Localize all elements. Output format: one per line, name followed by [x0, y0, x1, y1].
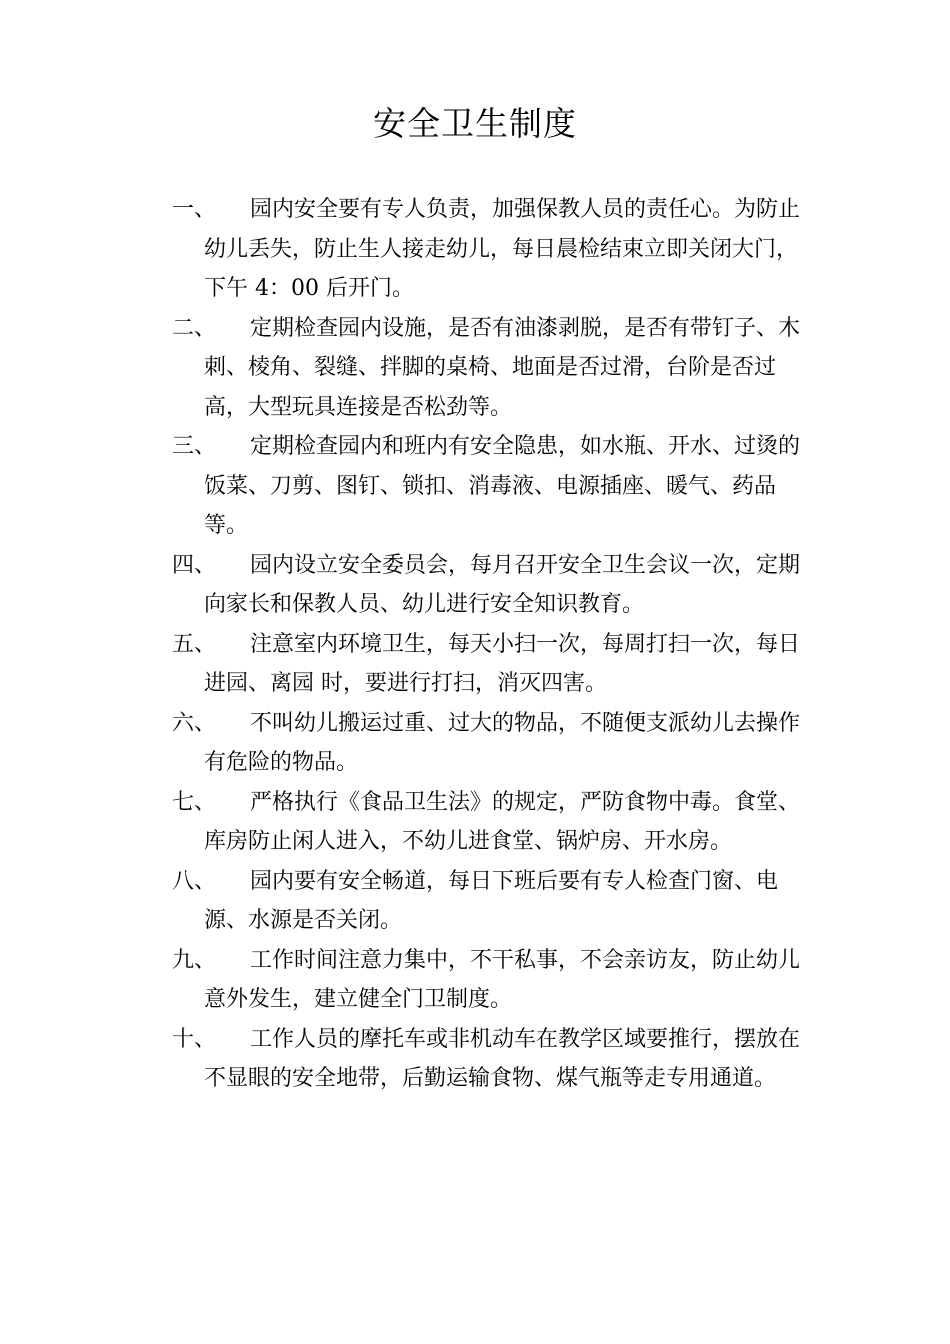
rule-text: 园内设立安全委员会，每月召开安全卫生会议一次，定期向家长和保教人员、幼儿进行安全知识教育。: [204, 552, 801, 617]
rule-item-8: [172, 862, 812, 941]
rule-text: 不叫幼儿搬运过重、过大的物品，不随便支派幼儿去操作有危险的物品。: [204, 710, 801, 775]
rule-text: 园内安全要有专人负责，加强保教人员的责任心。为防止幼儿丢失，防止生人接走幼儿，每日晨检结束立即关闭大门，下午 4：00 后开门。: [204, 197, 801, 301]
rule-item-6: [172, 704, 812, 783]
rule-number: 六、: [172, 710, 217, 736]
rule-item-10: [172, 1020, 812, 1099]
rule-item-2: [172, 309, 812, 428]
rule-item-7: [172, 783, 812, 862]
rule-number: 十、: [172, 1026, 217, 1052]
rule-number: 八、: [172, 868, 217, 894]
rules-list: [172, 190, 812, 1099]
rule-text: 工作时间注意力集中，不干私事，不会亲访友，防止幼儿意外发生，建立健全门卫制度。: [204, 947, 801, 1012]
rule-item-5: [172, 625, 812, 704]
rule-text: 严格执行《食品卫生法》的规定，严防食物中毒。食堂、库房防止闲人进入，不幼儿进食堂、锅炉房、开水房。: [204, 789, 801, 854]
rule-item-9: [172, 941, 812, 1020]
rule-text: 工作人员的摩托车或非机动车在教学区域要推行，摆放在不显眼的安全地带，后勤运输食物、煤气瓶等走专用通道。: [204, 1026, 801, 1091]
rule-text: 定期检查园内设施，是否有油漆剥脱，是否有带钉子、木刺、棱角、裂缝、拌脚的桌椅、地面是否过滑，台阶是否过高，大型玩具连接是否松劲等。: [204, 315, 801, 420]
rule-number: 二、: [172, 315, 217, 341]
rule-item-3: [172, 427, 812, 546]
rule-number: 七、: [172, 789, 217, 815]
rule-text: 定期检查园内和班内有安全隐患，如水瓶、开水、过烫的饭菜、刀剪、图钉、锁扣、消毒液、电源插座、暖气、药品等。: [204, 434, 801, 538]
document-title: 安全卫生制度: [373, 104, 577, 143]
rule-text: 注意室内环境卫生，每天小扫一次，每周打扫一次，每日进园、离园 时，要进行打扫，消灭四害。: [204, 631, 801, 696]
rule-number: 五、: [172, 631, 217, 657]
rule-item-4: [172, 546, 812, 625]
rule-text: 园内要有安全畅道，每日下班后要有专人检查门窗、电源、水源是否关闭。: [204, 868, 779, 933]
rule-number: 四、: [172, 552, 217, 578]
rule-number: 一、: [172, 197, 217, 222]
rule-number: 三、: [172, 434, 217, 459]
rule-item-1: [172, 190, 812, 309]
rule-number: 九、: [172, 947, 217, 973]
